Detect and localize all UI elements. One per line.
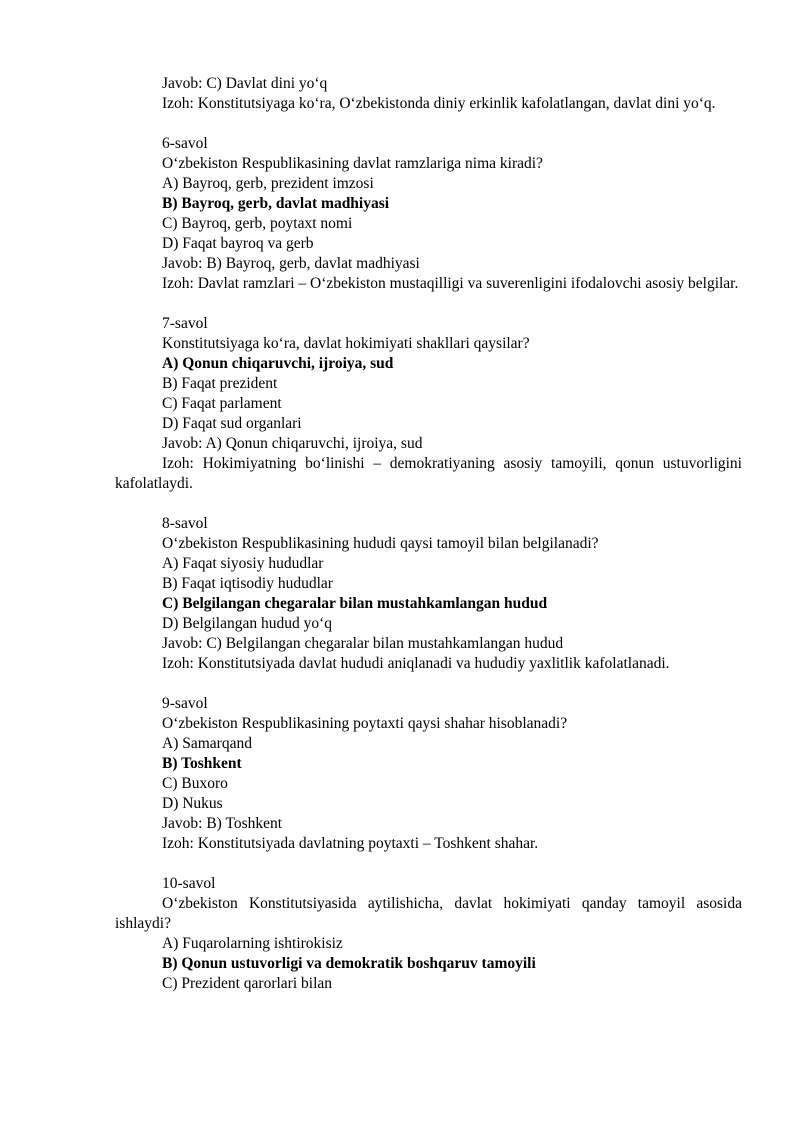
question-number: 9-savol [162, 695, 208, 712]
answer-line: Javob: A) Qonun chiqaruvchi, ijroiya, sud [162, 435, 423, 452]
question-text: O‘zbekiston Konstitutsiyasida aytilishicha, davlat hokimiyati qanday tamoyil asosida ishlaydi? [115, 895, 742, 932]
option-a: A) Bayroq, gerb, prezident imzosi [162, 175, 374, 192]
option-c-correct: C) Belgilangan chegaralar bilan mustahkamlangan hudud [162, 595, 548, 612]
answer-line: Javob: C) Davlat dini yo‘q [162, 75, 328, 92]
question-text: Konstitutsiyaga ko‘ra, davlat hokimiyati shakllari qaysilar? [162, 335, 530, 352]
option-b-correct: B) Toshkent [162, 755, 242, 772]
answer-line: Javob: C) Belgilangan chegaralar bilan mustahkamlangan hudud [162, 635, 564, 652]
explanation-line: Izoh: Davlat ramzlari – O‘zbekiston mustaqilligi va suverenligini ifodalovchi asosiy belgilar. [162, 275, 739, 292]
question-number: 10-savol [162, 875, 216, 892]
option-b-correct: B) Qonun ustuvorligi va demokratik boshqaruv tamoyili [162, 955, 536, 972]
option-a: A) Faqat siyosiy hududlar [162, 555, 324, 572]
option-c: C) Bayroq, gerb, poytaxt nomi [162, 215, 353, 232]
explanation-line: Izoh: Konstitutsiyada davlatning poytaxti – Toshkent shahar. [162, 835, 539, 852]
explanation-line: Izoh: Konstitutsiyaga ko‘ra, O‘zbekistonda diniy erkinlik kafolatlangan, davlat dini yo‘q. [162, 95, 716, 112]
option-b-correct: B) Bayroq, gerb, davlat madhiyasi [162, 195, 390, 212]
option-c: C) Buxoro [162, 775, 228, 792]
question-text: O‘zbekiston Respublikasining davlat ramzlariga nima kiradi? [162, 155, 543, 172]
option-a-correct: A) Qonun chiqaruvchi, ijroiya, sud [162, 355, 394, 372]
option-c: C) Prezident qarorlari bilan [162, 975, 333, 992]
option-d: D) Faqat sud organlari [162, 415, 302, 432]
spacer [115, 294, 742, 314]
explanation-line: Izoh: Hokimiyatning bo‘linishi – demokratiyaning asosiy tamoyili, qonun ustuvorligini kafolatlaydi. [115, 455, 742, 492]
option-a: A) Fuqarolarning ishtirokisiz [162, 935, 343, 952]
option-d: D) Belgilangan hudud yo‘q [162, 615, 333, 632]
question-number: 8-savol [162, 515, 208, 532]
explanation-line: Izoh: Konstitutsiyada davlat hududi aniqlanadi va hududiy yaxlitlik kafolatlanadi. [162, 655, 670, 672]
question-text: O‘zbekiston Respublikasining poytaxti qaysi shahar hisoblanadi? [162, 715, 568, 732]
question-text: O‘zbekiston Respublikasining hududi qaysi tamoyil bilan belgilanadi? [162, 535, 599, 552]
spacer [115, 854, 742, 874]
option-d: D) Faqat bayroq va gerb [162, 235, 314, 252]
question-number: 7-savol [162, 315, 208, 332]
answer-line: Javob: B) Bayroq, gerb, davlat madhiyasi [162, 255, 420, 272]
spacer [115, 494, 742, 514]
spacer [115, 114, 742, 134]
spacer [115, 674, 742, 694]
answer-line: Javob: B) Toshkent [162, 815, 283, 832]
option-d: D) Nukus [162, 795, 223, 812]
question-number: 6-savol [162, 135, 208, 152]
option-c: C) Faqat parlament [162, 395, 282, 412]
option-b: B) Faqat iqtisodiy hududlar [162, 575, 333, 592]
document-page [115, 74, 742, 994]
option-a: A) Samarqand [162, 735, 252, 752]
option-b: B) Faqat prezident [162, 375, 278, 392]
